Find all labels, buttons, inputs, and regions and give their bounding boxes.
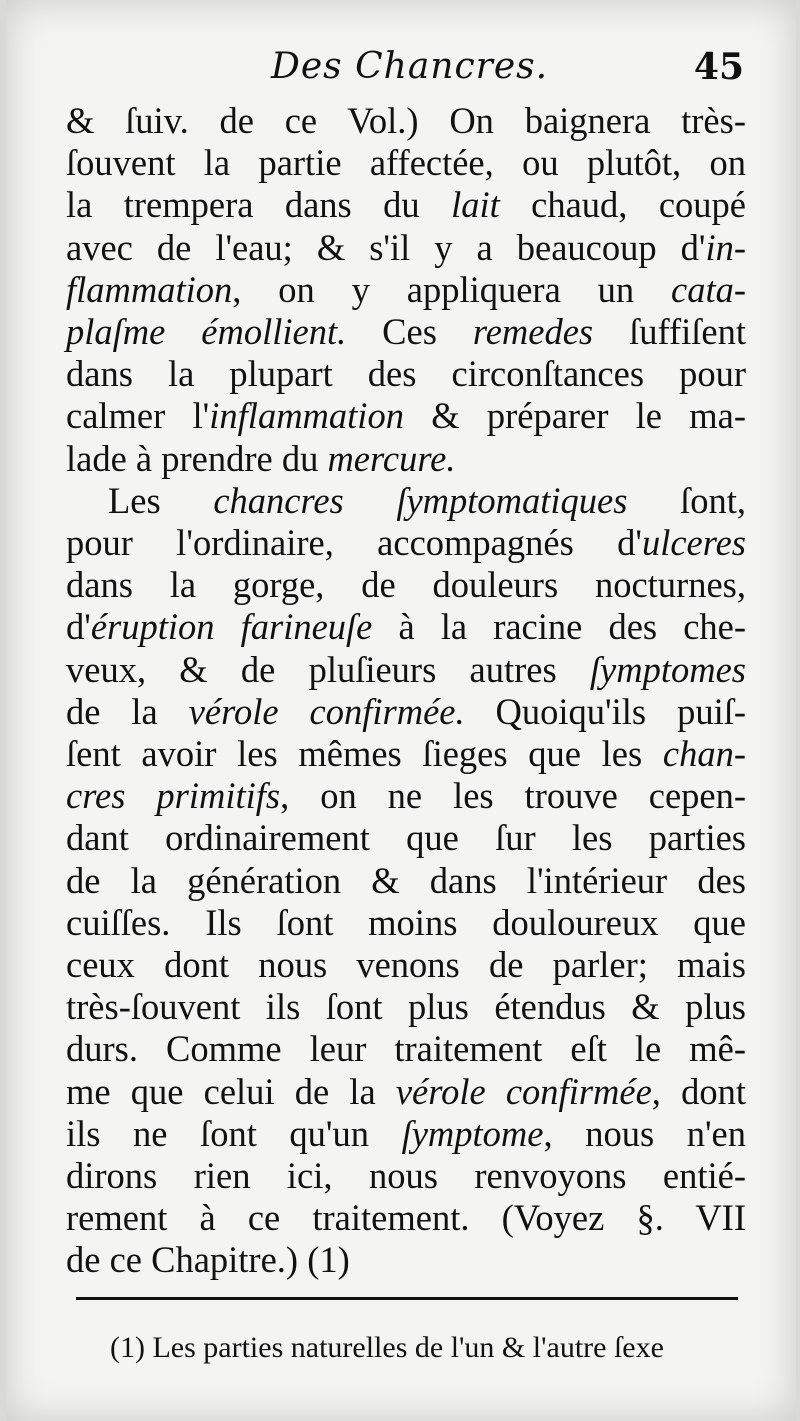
text-run: dans la gorge, de douleurs nocturnes, <box>66 564 746 606</box>
text-run: de ce Chapitre.) (1) <box>66 1239 350 1281</box>
text-line <box>66 691 746 733</box>
text-run: , dont <box>651 1070 746 1112</box>
text-run: dans la plupart des circonſtances pour <box>66 353 746 395</box>
text-line <box>66 269 746 311</box>
italic-text: ſymptome <box>401 1112 544 1154</box>
text-run: ſont, <box>627 479 746 521</box>
book-page <box>6 0 796 1421</box>
text-run: dirons rien ici, nous renvoyons entié- <box>66 1155 746 1197</box>
text-run: & ſuiv. de ce Vol.) On baignera très- <box>66 100 746 141</box>
text-line <box>66 311 746 353</box>
italic-text: plaſme émollient. <box>66 311 347 353</box>
text-run: ſuffiſent <box>593 311 746 353</box>
text-run: cuiſſes. Ils ſont moins douloureux que <box>66 901 746 943</box>
italic-text: flammation <box>66 268 233 310</box>
text-run: veux, & de pluſieurs autres <box>66 648 590 690</box>
text-line <box>66 817 746 859</box>
text-run: ceux dont nous venons de parler; mais <box>66 944 746 986</box>
text-line <box>66 986 746 1028</box>
text-run: ils ne ſont qu'un <box>66 1112 402 1154</box>
text-run: ſouvent la partie affectée, ou plutôt, on <box>66 142 746 184</box>
text-run: calmer l' <box>66 395 210 437</box>
text-run: & préparer le ma- <box>403 395 746 437</box>
text-run: me que celui de la <box>66 1070 396 1112</box>
text-line <box>66 142 746 184</box>
italic-text: vérole confirmée <box>395 1070 652 1112</box>
italic-text: inflammation <box>209 395 404 437</box>
footnote-rule <box>76 1297 738 1300</box>
text-line <box>66 522 746 564</box>
text-line <box>66 1071 746 1113</box>
italic-text: vérole confirmée. <box>188 690 465 732</box>
text-run: pour l'ordinaire, accompagnés d' <box>66 522 642 564</box>
text-line <box>66 1239 746 1281</box>
italic-text: remedes <box>472 311 594 353</box>
text-line <box>66 902 746 944</box>
text-run: d' <box>66 606 91 648</box>
running-title: Des Chancres. <box>271 46 549 87</box>
text-line <box>66 1113 746 1155</box>
italic-text: chancres ſymptomatiques <box>213 479 628 521</box>
page-header <box>66 46 766 96</box>
text-run: lade à prendre du <box>66 437 328 479</box>
text-line <box>66 100 746 142</box>
italic-text: cres primitifs <box>66 775 281 817</box>
text-run: la trempera dans du <box>66 184 452 226</box>
text-run: durs. Comme leur traitement eſt le mê- <box>66 1028 746 1070</box>
text-line <box>66 733 746 775</box>
text-run: avec de l'eau; & s'il y a beaucoup d' <box>66 226 706 268</box>
text-line <box>66 564 746 606</box>
text-run: Les <box>108 479 214 521</box>
text-run: de la génération & dans l'intérieur des <box>66 859 746 901</box>
text-run: à la racine des che- <box>372 606 746 648</box>
text-line <box>66 944 746 986</box>
text-line <box>66 1155 746 1197</box>
italic-text: ulceres <box>641 522 746 564</box>
text-run: de la <box>66 690 189 732</box>
text-line <box>66 606 746 648</box>
text-line <box>66 1197 746 1239</box>
footnote: (1) Les parties naturelles de l'un & l'autre ſexe <box>110 1331 664 1364</box>
text-line <box>66 395 746 437</box>
page-number: 45 <box>693 46 744 88</box>
text-line <box>66 860 746 902</box>
text-line <box>66 438 746 480</box>
italic-text: mercure. <box>327 437 456 479</box>
text-run: ſent avoir les mêmes ſieges que les <box>66 733 663 775</box>
text-line <box>66 353 746 395</box>
text-run: rement à ce traitement. (Voyez §. VII <box>66 1197 746 1239</box>
text-line <box>66 1028 746 1070</box>
text-line <box>66 775 746 817</box>
text-run: dant ordinairement que ſur les parties <box>66 817 746 859</box>
text-run: Ces <box>346 311 473 353</box>
text-run: , on ne les trouve cepen- <box>280 775 747 817</box>
body-text <box>66 100 746 1282</box>
text-line <box>66 649 746 691</box>
text-line <box>66 227 746 269</box>
text-line <box>66 184 746 226</box>
text-run: très-ſouvent ils ſont plus étendus & plus <box>66 986 746 1028</box>
italic-text: éruption farineuſe <box>90 606 373 648</box>
text-line <box>66 480 746 522</box>
text-run: chaud, coupé <box>499 184 746 226</box>
text-run: , nous n'en <box>543 1112 747 1154</box>
text-run: Quoiqu'ils puiſ- <box>464 690 747 732</box>
italic-text: ſymptomes <box>589 648 746 690</box>
italic-text: cata- <box>671 268 746 310</box>
text-run: , on y appliquera un <box>232 268 671 310</box>
italic-text: lait <box>451 184 500 226</box>
italic-text: in- <box>705 226 746 268</box>
italic-text: chan- <box>662 733 746 775</box>
